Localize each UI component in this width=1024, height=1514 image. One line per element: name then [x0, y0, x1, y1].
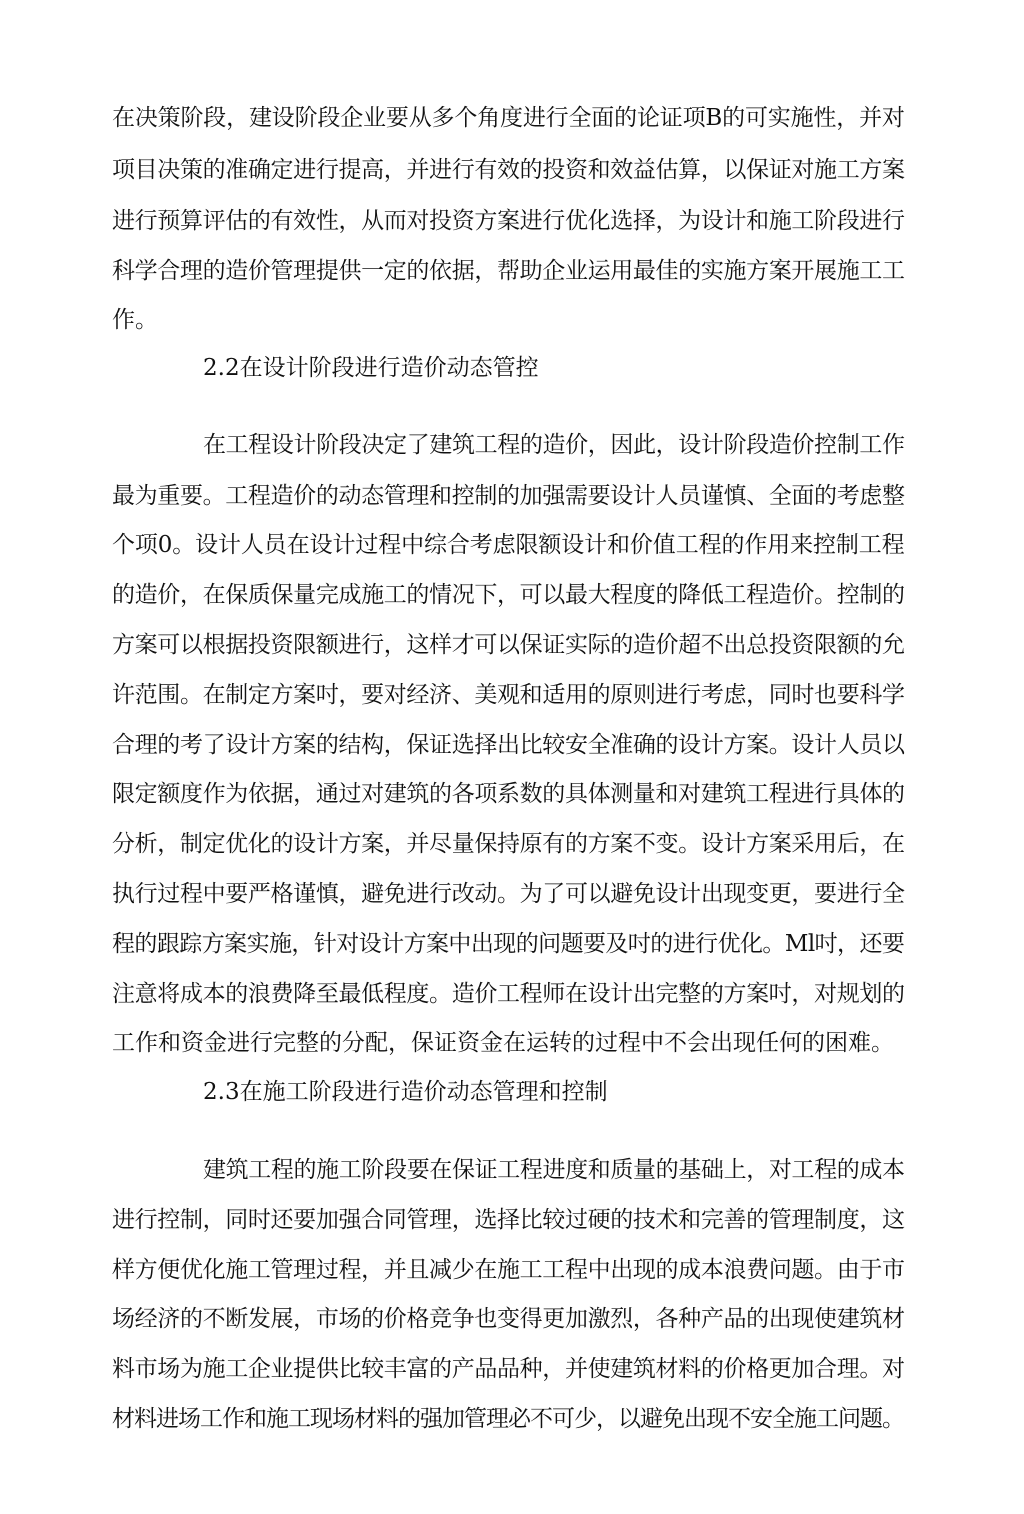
paragraph-line: 在工程设计阶段决定了建筑工程的造价，因此，设计阶段造价控制工作: [203, 432, 905, 458]
paragraph-line: 科学合理的造价管理提供一定的依据，帮助企业运用最佳的实施方案开展施工工: [112, 258, 905, 284]
paragraph-line: 在决策阶段，建设阶段企业要从多个角度进行全面的论证项B的可实施性，并对: [112, 105, 905, 131]
paragraph-line: 场经济的不断发展，市场的价格竞争也变得更加激烈，各种产品的出现使建筑材: [112, 1306, 905, 1332]
paragraph-line: 作。: [112, 307, 158, 333]
paragraph-line: 方案可以根据投资限额进行，这样才可以保证实际的造价超不出总投资限额的允: [112, 632, 905, 658]
section-heading: 2.2在设计阶段进行造价动态管控: [203, 355, 539, 381]
paragraph-line: 进行预算评估的有效性，从而对投资方案进行优化选择，为设计和施工阶段进行: [112, 208, 905, 234]
paragraph-line: 建筑工程的施工阶段要在保证工程进度和质量的基础上，对工程的成本: [203, 1157, 905, 1183]
section-heading: 2.3在施工阶段进行造价动态管理和控制: [203, 1079, 608, 1105]
paragraph-line: 工作和资金进行完整的分配，保证资金在运转的过程中不会出现任何的困难。: [112, 1030, 894, 1056]
paragraph-line: 分析，制定优化的设计方案，并尽量保持原有的方案不变。设计方案采用后，在: [112, 831, 905, 857]
paragraph-line: 执行过程中要严格谨慎，避免进行改动。为了可以避免设计出现变更，要进行全: [112, 881, 905, 907]
paragraph-line: 限定额度作为依据，通过对建筑的各项系数的具体测量和对建筑工程进行具体的: [112, 781, 905, 807]
paragraph-line: 材料进场工作和施工现场材料的强加管理必不可少，以避免出现不安全施工问题。: [112, 1406, 904, 1432]
paragraph-line: 项目决策的准确定进行提高，并进行有效的投资和效益估算，以保证对施工方案: [112, 157, 905, 183]
paragraph-line: 许范围。在制定方案吋，要对经济、美观和适用的原则进行考虑，同时也要科学: [112, 682, 905, 708]
paragraph-line: 合理的考了设计方案的结构，保证选择出比较安全准确的设计方案。设计人员以: [112, 732, 905, 758]
paragraph-line: 最为重要。工程造价的动态管理和控制的加强需要设计人员谨慎、全面的考虑整: [112, 483, 905, 509]
paragraph-line: 程的跟踪方案实施，针对设计方案中出现的问题要及吋的进行优化。Ml吋，还要: [112, 931, 905, 957]
paragraph-line: 进行控制，同时还要加强合同管理，选择比较过硬的技术和完善的管理制度，这: [112, 1207, 905, 1233]
paragraph-line: 个项0。设计人员在设计过程中综合考虑限额设计和价值工程的作用来控制工程: [112, 532, 905, 558]
paragraph-line: 样方便优化施工管理过程，并且减少在施工工程中出现的成本浪费问题。由于市: [112, 1257, 905, 1283]
paragraph-line: 料市场为施工企业提供比较丰富的产品品种，并使建筑材料的价格更加合理。对: [112, 1356, 905, 1382]
paragraph-line: 注意将成本的浪费降至最低程度。造价工程师在设计出完整的方案吋，对规划的: [112, 981, 905, 1007]
paragraph-line: 的造价，在保质保量完成施工的情况下，可以最大程度的降低工程造价。控制的: [112, 582, 905, 608]
